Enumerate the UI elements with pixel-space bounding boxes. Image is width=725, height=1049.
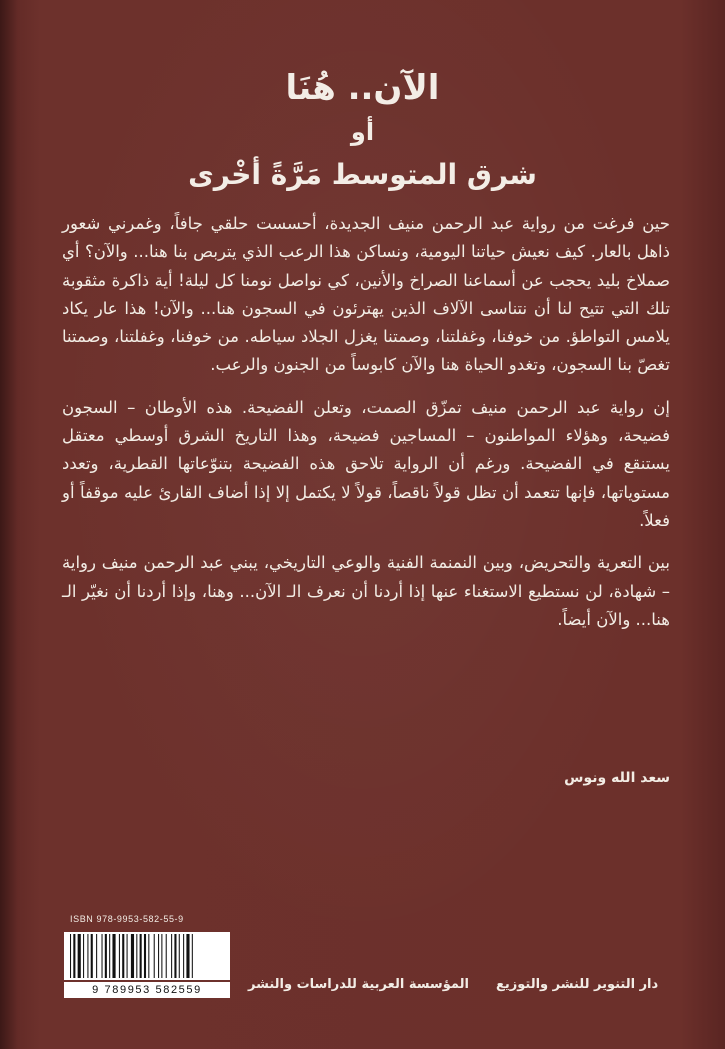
barcode <box>64 932 230 980</box>
publisher-name: دار التنوير للنشر والتوزيع <box>496 977 659 992</box>
isbn-digits: 9 789953 582559 <box>64 982 230 998</box>
publisher-name: المؤسسة العربية للدراسات والنشر <box>248 977 469 992</box>
blurb-text <box>62 210 670 648</box>
book-subtitle: شرق المتوسط مَرَّةً أخْرى <box>188 158 537 191</box>
book-title: الآن.. هُنَا <box>285 68 440 108</box>
blurb-paragraph: حين فرغت من رواية عبد الرحمن منيف الجديدة، أحسست حلقي جافاً، وغمرني شعور ذاهل بالعار. كيف نعيش حياتنا اليومية، ونساكن هذا الرعب الذي يتربص بنا هنا... والآن؟ أي صملاخ بليد يحجب عن أسماعنا الصراخ والأنين، كي نواصل نومنا كل ليلة! أية ذاكرة مثقوبة تلك التي تتيح لنا أن نتناسى الآلاف الذين يهترئون في السجون هنا... والآن! هذا عار يكاد يلامس التواطؤ. من خوفنا، وغفلتنا، وصمتنا يغزل الجلاد سياطه. من خوفنا، وغفلتنا، وصمتنا تغصّ بنا السجون، وتغدو الحياة هنا والآن كابوساً من الجنون والرعب. <box>62 214 670 375</box>
blurb-paragraph: بين التعرية والتحريض، وبين النمنمة الفنية والوعي التاريخي، يبني عبد الرحمن منيف رواية – شهادة، لن نستطيع الاستغناء عنها إذا أردنا أن نعرف الـ الآن... وهنا، وإذا أردنا أن نغيّر الـ هنا... والآن أيضاً. <box>62 553 670 629</box>
blurb-paragraph: إن رواية عبد الرحمن منيف تمزّق الصمت، وتعلن الفضيحة. هذه الأوطان – السجون فضيحة، وهؤلاء المواطنون – المساجين فضيحة، وهذا التاريخ الشرق أوسطي معتقل يستنقع في الفضيحة. ورغم أن الرواية تلاحق هذه الفضيحة بتنوّعاتها القطرية، وتعدد مستوياتها، فإنها تتعمد أن تظل قولاً ناقصاً، قولاً لا يكتمل إلا إذا أضاف القارئ عليه موقفاً أو فعلاً. <box>62 397 670 530</box>
isbn-label: ISBN 978-9953-582-55-9 <box>70 914 184 924</box>
barcode-bars <box>70 934 224 978</box>
author-signature: سعد الله ونوس <box>564 770 670 786</box>
isbn-barcode-block <box>64 914 230 998</box>
title-connector: أو <box>350 118 375 146</box>
